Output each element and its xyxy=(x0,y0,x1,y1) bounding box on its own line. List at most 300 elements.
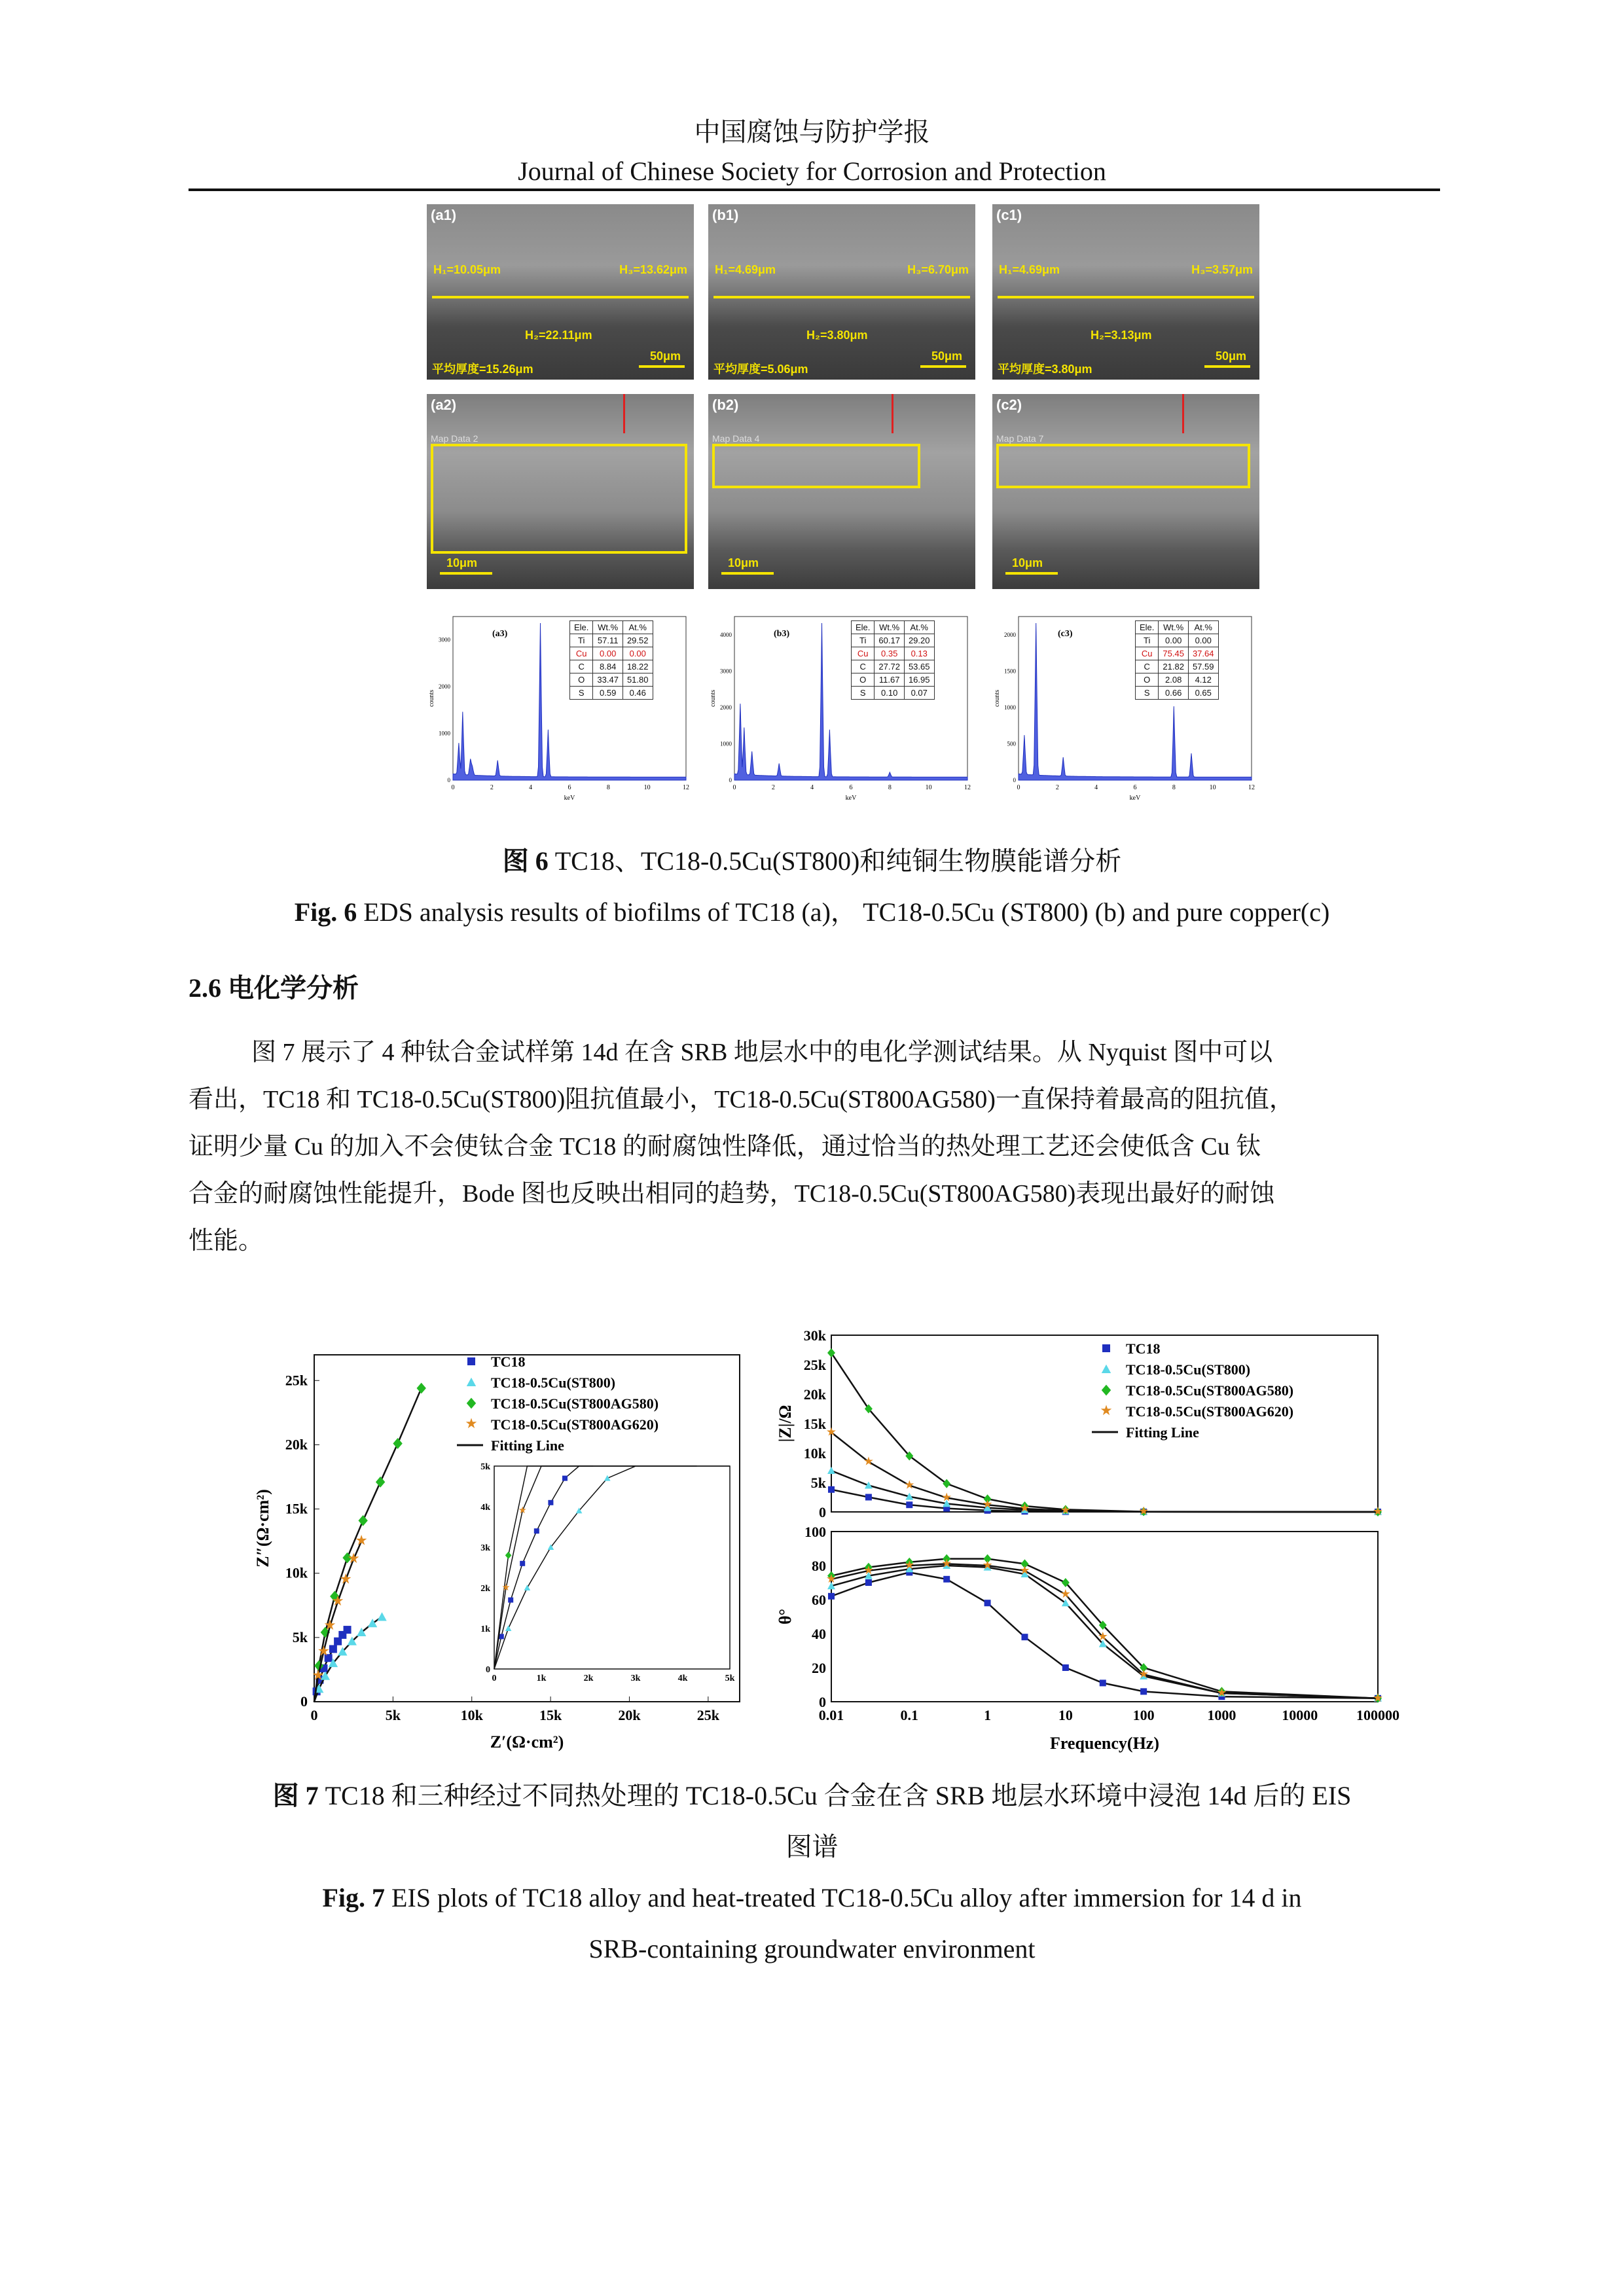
y-tick-label: 10k xyxy=(803,1445,826,1462)
table-header: Wt.% xyxy=(593,621,623,634)
eds-composition-table xyxy=(1135,620,1219,700)
data-point: ★ xyxy=(982,1498,993,1511)
table-cell: C xyxy=(1136,660,1159,673)
data-point: ★ xyxy=(1372,1504,1384,1518)
scale-bar xyxy=(1204,365,1250,368)
panel-label: (b3) xyxy=(774,629,790,639)
table-cell: 33.47 xyxy=(593,673,623,687)
data-point: ★ xyxy=(347,1551,360,1567)
fig7-caption-cn-2: 图谱 xyxy=(785,1832,839,1861)
scale-bar-label: 10μm xyxy=(1012,556,1043,569)
data-point xyxy=(984,1600,991,1606)
data-point: ★ xyxy=(904,1478,915,1492)
data-point: ★ xyxy=(1097,1630,1108,1643)
film-boundary-line xyxy=(432,296,689,298)
eds-composition-table xyxy=(569,620,653,700)
header-rule xyxy=(189,188,1440,191)
data-point: ★ xyxy=(1372,1691,1384,1704)
table-cell: 0.00 xyxy=(1188,634,1218,647)
data-point: ★ xyxy=(904,1558,915,1571)
table-cell: Ti xyxy=(1136,634,1159,647)
para-line: 性能。 xyxy=(189,1227,264,1255)
y-tick-label: 30k xyxy=(803,1327,826,1344)
data-point: ★ xyxy=(501,1583,511,1593)
eds-y-tick: 1000 xyxy=(439,730,450,737)
data-point xyxy=(344,1626,352,1634)
eds-x-tick: 12 xyxy=(964,784,971,791)
data-point xyxy=(393,1438,402,1449)
fig7-caption-cn-1: 图 7 TC18 和三种经过不同热处理的 TC18-0.5Cu 合金在含 SRB 地层水环境中浸泡 14d 后的 EIS xyxy=(272,1781,1352,1810)
table-cell: C xyxy=(852,660,875,673)
inset-y-tick: 4k xyxy=(480,1503,490,1513)
fig7-caption-en-2: SRB-containing groundwater environment xyxy=(588,1934,1036,1964)
table-cell: 0.07 xyxy=(904,687,934,700)
map-data-label: Map Data 7 xyxy=(996,433,1044,444)
bode-magnitude-plot xyxy=(776,1327,1383,1520)
eds-x-tick: 4 xyxy=(1094,784,1098,791)
eds-x-label: keV xyxy=(1129,795,1141,802)
eds-x-tick: 6 xyxy=(849,784,853,791)
legend-label: TC18-0.5Cu(ST800) xyxy=(491,1374,616,1391)
pointer-arrow xyxy=(623,394,625,433)
table-cell: O xyxy=(570,673,593,687)
eds-spectrum-panel xyxy=(992,603,1259,806)
eds-x-tick: 12 xyxy=(1248,784,1255,791)
table-cell: 0.13 xyxy=(904,647,934,660)
bode-axes xyxy=(831,1532,1378,1702)
eds-x-tick: 6 xyxy=(568,784,571,791)
map-data-label: Map Data 2 xyxy=(431,433,478,444)
data-point xyxy=(368,1619,377,1627)
panel-label: (a2) xyxy=(431,397,457,413)
eds-x-tick: 8 xyxy=(1172,784,1176,791)
y-tick-label: 20k xyxy=(803,1386,826,1403)
data-point xyxy=(534,1528,539,1534)
data-point xyxy=(865,1579,872,1586)
table-cell: 75.45 xyxy=(1159,647,1189,660)
table-cell: O xyxy=(852,673,875,687)
y-axis-label: Z″(Ω·cm²) xyxy=(253,1489,272,1568)
eds-x-label: keV xyxy=(845,795,857,802)
figure-7 xyxy=(236,1316,1414,1774)
fitting-line xyxy=(831,1490,1378,1512)
data-point: ★ xyxy=(465,1416,478,1431)
table-cell: S xyxy=(852,687,875,700)
data-point: ★ xyxy=(312,1667,325,1683)
panel-label: (a3) xyxy=(492,629,508,639)
average-thickness: 平均厚度=15.26μm xyxy=(432,363,533,376)
y-tick-label: 20 xyxy=(812,1660,826,1676)
data-point xyxy=(828,1486,835,1493)
eds-y-label: counts xyxy=(710,689,717,708)
average-thickness: 平均厚度=3.80μm xyxy=(998,363,1092,376)
panel-label: (c3) xyxy=(1058,629,1073,639)
eds-x-tick: 2 xyxy=(771,784,775,791)
scale-bar-label: 50μm xyxy=(1215,350,1246,363)
y-tick-label: 0 xyxy=(300,1693,308,1710)
y-tick-label: 5k xyxy=(810,1475,826,1491)
table-header: Ele. xyxy=(570,621,593,634)
eds-y-label: counts xyxy=(994,689,1001,708)
scale-bar xyxy=(721,572,774,575)
map-data-label: Map Data 4 xyxy=(712,433,760,444)
scale-bar-label: 50μm xyxy=(649,350,681,363)
y-tick-label: 25k xyxy=(285,1372,308,1389)
x-tick-label: 0 xyxy=(310,1707,318,1723)
fitting-line xyxy=(831,1559,1378,1698)
sem-zoom-panel xyxy=(427,394,694,589)
average-thickness: 平均厚度=5.06μm xyxy=(713,363,808,376)
table-row xyxy=(570,687,653,700)
y-tick-label: 10k xyxy=(285,1564,308,1581)
panel-label: (c1) xyxy=(996,207,1022,223)
eds-composition-table xyxy=(851,620,935,700)
table-cell: 37.64 xyxy=(1188,647,1218,660)
y-tick-label: 80 xyxy=(812,1558,826,1574)
eds-spectrum-chart xyxy=(708,603,975,806)
inset-x-tick: 4k xyxy=(677,1674,688,1683)
eds-y-tick: 3000 xyxy=(439,636,450,643)
x-tick-label: 10000 xyxy=(1282,1707,1318,1723)
table-cell: S xyxy=(1136,687,1159,700)
eds-map-region xyxy=(996,444,1250,488)
thickness-h3: H₃=3.57μm xyxy=(1191,263,1253,276)
scale-bar xyxy=(1005,572,1058,575)
data-point xyxy=(562,1476,568,1481)
data-point xyxy=(1140,1688,1147,1695)
scale-bar xyxy=(440,572,492,575)
legend-label: TC18-0.5Cu(ST800AG580) xyxy=(1126,1382,1294,1399)
table-cell: 60.17 xyxy=(875,634,905,647)
eds-x-tick: 4 xyxy=(529,784,533,791)
table-cell: 0.46 xyxy=(623,687,653,700)
data-point xyxy=(376,1477,385,1488)
thickness-h2: H₂=3.80μm xyxy=(806,329,868,342)
section-heading: 2.6 电化学分析 xyxy=(189,973,359,1003)
data-point xyxy=(1021,1634,1028,1640)
eds-x-tick: 8 xyxy=(888,784,892,791)
data-point: ★ xyxy=(1060,1503,1071,1517)
inset-x-tick: 2k xyxy=(583,1674,594,1683)
data-point xyxy=(828,1593,835,1600)
thickness-h1: H₁=10.05μm xyxy=(433,263,501,276)
data-point: ★ xyxy=(825,1425,837,1439)
table-cell: 16.95 xyxy=(904,673,934,687)
data-point xyxy=(467,1398,476,1409)
fig7-caption-en-1: Fig. 7 EIS plots of TC18 alloy and heat-treated TC18-0.5Cu alloy after immersion for 14 d in xyxy=(322,1883,1302,1912)
nyquist-inset-axes xyxy=(494,1466,730,1669)
figure-6 xyxy=(427,204,1259,806)
eds-x-tick: 0 xyxy=(732,784,736,791)
panel-label: (b2) xyxy=(712,397,739,413)
table-cell: Cu xyxy=(852,647,875,660)
x-tick-label: 0.01 xyxy=(818,1707,844,1723)
data-point xyxy=(1062,1664,1069,1671)
panel-label: (a1) xyxy=(431,207,457,223)
eds-x-tick: 10 xyxy=(643,784,651,791)
eds-x-tick: 10 xyxy=(1209,784,1216,791)
table-header: Wt.% xyxy=(875,621,905,634)
x-tick-label: 0.1 xyxy=(900,1707,919,1723)
data-point: ★ xyxy=(323,1617,336,1634)
x-tick-label: 1000 xyxy=(1207,1707,1236,1723)
journal-title-en: Journal of Chinese Society for Corrosion and Protection xyxy=(518,156,1106,186)
table-cell: O xyxy=(1136,673,1159,687)
data-point xyxy=(358,1515,367,1526)
y-tick-label: 15k xyxy=(285,1500,308,1517)
table-cell: 51.80 xyxy=(623,673,653,687)
y-tick-label: 0 xyxy=(819,1504,826,1520)
data-point: ★ xyxy=(1138,1667,1149,1681)
table-row xyxy=(570,634,653,647)
thickness-h1: H₁=4.69μm xyxy=(715,263,776,276)
pointer-arrow xyxy=(892,394,893,433)
data-point xyxy=(943,1576,950,1583)
eds-spectrum-panel xyxy=(708,603,975,806)
inset-x-tick: 0 xyxy=(492,1674,497,1683)
x-tick-label: 5k xyxy=(385,1707,401,1723)
data-point xyxy=(467,1378,476,1386)
data-point xyxy=(906,1501,912,1508)
legend-label: TC18-0.5Cu(ST800) xyxy=(1126,1361,1251,1378)
eds-y-tick: 0 xyxy=(1013,777,1016,783)
table-header: At.% xyxy=(904,621,934,634)
table-row xyxy=(1136,660,1219,673)
scale-bar xyxy=(920,365,966,368)
x-tick-label: 100 xyxy=(1132,1707,1155,1723)
data-point: ★ xyxy=(941,1556,952,1570)
y-tick-label: 0 xyxy=(819,1694,826,1710)
table-cell: 11.67 xyxy=(875,673,905,687)
eds-y-tick: 0 xyxy=(729,777,732,783)
legend-label: TC18-0.5Cu(ST800AG580) xyxy=(491,1395,659,1412)
fig6-caption-en: Fig. 6 EDS analysis results of biofilms of TC18 (a)， TC18-0.5Cu (ST800) (b) and pure copper(c) xyxy=(294,897,1330,927)
data-point xyxy=(943,1479,950,1488)
y-axis-label: |Z|/Ω xyxy=(776,1405,795,1443)
table-cell: 57.11 xyxy=(593,634,623,647)
eds-y-tick: 500 xyxy=(1007,740,1016,747)
data-point xyxy=(548,1500,553,1505)
inset-x-tick: 3k xyxy=(630,1674,641,1683)
table-row xyxy=(852,647,935,660)
thickness-h1: H₁=4.69μm xyxy=(999,263,1060,276)
legend-label: Fitting Line xyxy=(491,1437,564,1454)
data-point: ★ xyxy=(982,1558,993,1571)
y-tick-label: 15k xyxy=(803,1416,826,1432)
eds-y-tick: 1000 xyxy=(1004,704,1016,711)
table-cell: 0.65 xyxy=(1188,687,1218,700)
scale-bar xyxy=(639,365,685,368)
data-point: ★ xyxy=(863,1563,874,1577)
table-row xyxy=(852,660,935,673)
table-header: At.% xyxy=(1188,621,1218,634)
data-point xyxy=(329,1645,337,1653)
data-point: ★ xyxy=(1138,1504,1149,1518)
table-cell: Ti xyxy=(852,634,875,647)
inset-y-tick: 3k xyxy=(480,1543,490,1553)
data-point: ★ xyxy=(1100,1403,1113,1418)
sem-zoom-panel xyxy=(992,394,1259,589)
data-point: ★ xyxy=(1019,1563,1030,1577)
table-cell: 0.00 xyxy=(593,647,623,660)
thickness-h3: H₃=6.70μm xyxy=(907,263,969,276)
table-cell: 29.52 xyxy=(623,634,653,647)
eds-x-tick: 2 xyxy=(490,784,494,791)
data-point: ★ xyxy=(317,1643,331,1659)
table-header: Ele. xyxy=(852,621,875,634)
journal-title-cn: 中国腐蚀与防护学报 xyxy=(694,117,930,147)
data-point xyxy=(1100,1679,1106,1686)
x-tick-label: 100000 xyxy=(1356,1707,1399,1723)
inset-y-tick: 0 xyxy=(486,1665,490,1675)
table-cell: 53.65 xyxy=(904,660,934,673)
y-tick-label: 25k xyxy=(803,1357,826,1373)
inset-y-tick: 5k xyxy=(480,1462,490,1472)
para-line: 证明少量 Cu 的加入不会使钛合金 TC18 的耐腐蚀性降低，通过恰当的热处理工艺还会使低含 Cu 钛 xyxy=(189,1133,1261,1160)
sem-cross-section-panel xyxy=(708,204,975,380)
table-cell: C xyxy=(570,660,593,673)
x-tick-label: 10k xyxy=(460,1707,483,1723)
thickness-h2: H₂=3.13μm xyxy=(1091,329,1152,342)
eds-y-tick: 1500 xyxy=(1004,668,1016,675)
panel-label: (b1) xyxy=(712,207,739,223)
x-axis-label: Frequency(Hz) xyxy=(1049,1734,1160,1753)
y-tick-label: 100 xyxy=(804,1524,826,1540)
sem-cross-section-panel xyxy=(427,204,694,380)
table-cell: 4.12 xyxy=(1188,673,1218,687)
thickness-h2: H₂=22.11μm xyxy=(525,329,592,342)
data-point xyxy=(467,1357,475,1365)
film-boundary-line xyxy=(998,296,1254,298)
legend-label: Fitting Line xyxy=(1126,1424,1199,1441)
table-cell: Cu xyxy=(1136,647,1159,660)
table-row xyxy=(852,687,935,700)
thickness-h3: H₃=13.62μm xyxy=(619,263,687,276)
data-point: ★ xyxy=(355,1532,368,1549)
table-row xyxy=(1136,634,1219,647)
table-cell: 21.82 xyxy=(1159,660,1189,673)
x-axis-label: Z′(Ω·cm²) xyxy=(490,1732,564,1751)
eds-map-region xyxy=(431,444,687,554)
inset-x-tick: 5k xyxy=(725,1674,735,1683)
para-line: 看出，TC18 和 TC18-0.5Cu(ST800)阻抗值最小，TC18-0.5Cu(ST800AG580)一直保持着最高的阻抗值， xyxy=(189,1086,1294,1113)
sem-cross-section-panel xyxy=(992,204,1259,380)
fig6-caption-cn: 图 6 TC18、TC18-0.5Cu(ST800)和纯铜生物膜能谱分析 xyxy=(502,846,1122,876)
film-boundary-line xyxy=(713,296,970,298)
scale-bar-label: 10μm xyxy=(728,556,759,569)
table-cell: 27.72 xyxy=(875,660,905,673)
data-point: ★ xyxy=(1019,1501,1030,1515)
eds-x-tick: 6 xyxy=(1133,784,1137,791)
table-cell: 0.59 xyxy=(593,687,623,700)
legend-label: TC18 xyxy=(1126,1340,1161,1357)
x-tick-label: 15k xyxy=(539,1707,562,1723)
eds-y-tick: 1000 xyxy=(720,740,732,747)
table-row xyxy=(852,673,935,687)
para-line: 合金的耐腐蚀性能提升，Bode 图也反映出相同的趋势，TC18-0.5Cu(ST800AG580)表现出最好的耐蚀 xyxy=(189,1180,1275,1208)
table-cell: Ti xyxy=(570,634,593,647)
data-point: ★ xyxy=(1216,1686,1227,1699)
eds-y-tick: 2000 xyxy=(720,704,732,711)
table-row xyxy=(1136,687,1219,700)
eds-x-tick: 0 xyxy=(1017,784,1020,791)
nyquist-plot xyxy=(253,1354,740,1751)
table-row xyxy=(852,634,935,647)
pointer-arrow xyxy=(1182,394,1184,433)
eds-y-label: counts xyxy=(428,689,435,708)
table-header: At.% xyxy=(623,621,653,634)
data-point xyxy=(417,1383,426,1394)
data-point xyxy=(865,1494,872,1501)
y-tick-label: 20k xyxy=(285,1436,308,1453)
inset-y-tick: 1k xyxy=(480,1624,490,1634)
y-tick-label: 60 xyxy=(812,1592,826,1608)
x-tick-label: 1 xyxy=(984,1707,992,1723)
fitting-line xyxy=(831,1433,1378,1513)
table-header: Ele. xyxy=(1136,621,1159,634)
table-cell: 57.59 xyxy=(1188,660,1218,673)
legend-label: TC18 xyxy=(491,1354,526,1370)
table-cell: 29.20 xyxy=(904,634,934,647)
eds-y-tick: 4000 xyxy=(720,631,732,638)
table-row xyxy=(570,660,653,673)
table-cell: 0.00 xyxy=(623,647,653,660)
table-row xyxy=(570,673,653,687)
eds-y-tick: 2000 xyxy=(1004,631,1016,638)
legend-label: TC18-0.5Cu(ST800AG620) xyxy=(491,1416,659,1433)
data-point: ★ xyxy=(941,1490,952,1504)
y-tick-label: 40 xyxy=(812,1626,826,1642)
para-line: 图 7 展示了 4 种钛合金试样第 14d 在含 SRB 地层水中的电化学测试结果。从 Nyquist 图中可以 xyxy=(251,1039,1273,1066)
x-tick-label: 25k xyxy=(696,1707,719,1723)
scale-bar-label: 50μm xyxy=(931,350,962,363)
inset-x-tick: 1k xyxy=(536,1674,547,1683)
table-cell: Cu xyxy=(570,647,593,660)
section-paragraph xyxy=(189,1029,1440,1265)
eds-y-tick: 0 xyxy=(447,777,450,783)
table-cell: S xyxy=(570,687,593,700)
data-point: ★ xyxy=(339,1571,352,1587)
eds-x-tick: 12 xyxy=(683,784,689,791)
table-header: Wt.% xyxy=(1159,621,1189,634)
data-point xyxy=(508,1598,513,1603)
data-point xyxy=(1102,1344,1110,1352)
y-axis-label: θ° xyxy=(776,1609,795,1624)
table-cell: 0.35 xyxy=(875,647,905,660)
panel-label: (c2) xyxy=(996,397,1022,413)
y-tick-label: 5k xyxy=(292,1628,308,1645)
x-tick-label: 10 xyxy=(1058,1707,1073,1723)
table-cell: 2.08 xyxy=(1159,673,1189,687)
data-point: ★ xyxy=(518,1505,527,1516)
table-row xyxy=(570,647,653,660)
table-cell: 8.84 xyxy=(593,660,623,673)
table-row xyxy=(1136,647,1219,660)
eds-map-region xyxy=(712,444,920,488)
table-cell: 0.00 xyxy=(1159,634,1189,647)
data-point: ★ xyxy=(863,1454,874,1468)
data-point: ★ xyxy=(1060,1587,1071,1601)
eds-y-tick: 3000 xyxy=(720,668,732,675)
data-point: ★ xyxy=(825,1571,837,1585)
eds-x-tick: 4 xyxy=(810,784,814,791)
eds-x-tick: 8 xyxy=(606,784,610,791)
table-cell: 18.22 xyxy=(623,660,653,673)
data-point xyxy=(1102,1365,1111,1373)
eds-spectrum-chart xyxy=(992,603,1259,806)
data-point xyxy=(377,1612,386,1621)
eds-x-label: keV xyxy=(564,795,575,802)
